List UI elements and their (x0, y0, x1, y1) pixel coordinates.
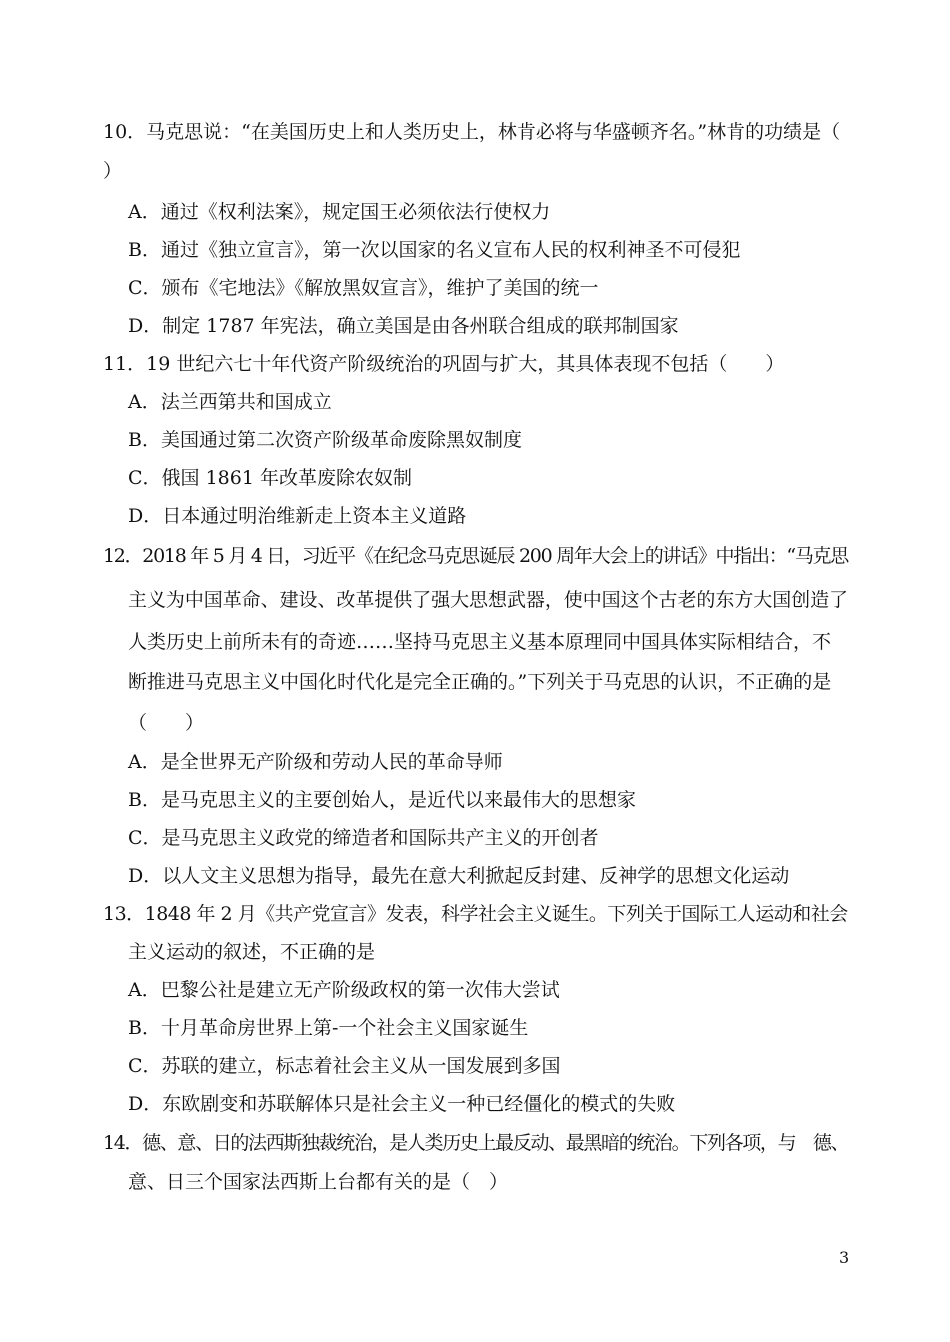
question-12-option-c: C．是马克思主义政党的缔造者和国际共产主义的开创者 (128, 827, 599, 849)
question-11-option-b: B．美国通过第二次资产阶级革命废除黑奴制度 (128, 429, 522, 451)
question-12-stem-line-3: 人类历史上前所未有的奇迹……坚持马克思主义基本原理同中国具体实际相结合，不 (128, 631, 832, 653)
question-10-option-d: D．制定 1787 年宪法，确立美国是由各州联合组成的联邦制国家 (128, 315, 679, 337)
page-number: 3 (839, 1248, 850, 1267)
question-13-option-d: D．东欧剧变和苏联解体只是社会主义一种已经僵化的模式的失败 (128, 1093, 676, 1115)
question-11-option-a: A．法兰西第共和国成立 (128, 391, 332, 413)
question-12-stem-line-4: 断推进马克思主义中国化时代化是完全正确的。”下列关于马克思的认识，不正确的是 (128, 671, 832, 693)
question-10-option-c: C．颁布《宅地法》《解放黑奴宣言》，维护了美国的统一 (128, 277, 599, 299)
question-12-stem-line-1: 12．2018 年 5 月 4 日，习近平《在纪念马克思诞辰 200 周年大会上的讲话》中指出：“马克思 (103, 545, 848, 567)
question-12-stem-line-5: （ ） (128, 712, 205, 734)
question-12-option-a: A．是全世界无产阶级和劳动人民的革命导师 (128, 751, 503, 773)
question-13-stem-line-1: 13．1848 年 2 月《共产党宣言》发表，科学社会主义诞生。下列关于国际工人运动和社会 (103, 903, 848, 925)
question-12-option-b: B．是马克思主义的主要创始人，是近代以来最伟大的思想家 (128, 789, 636, 811)
question-13-stem-line-2: 主义运动的叙述，不正确的是 (128, 941, 376, 963)
question-13-option-b: B．十月革命房世界上第-一个社会主义国家诞生 (128, 1017, 529, 1039)
question-14-stem-line-1: 14．德、意、日的法西斯独裁统治，是人类历史上最反动、最黑暗的统治。下列各项，与 德、 (103, 1132, 849, 1154)
question-10-stem-line-2: ） (103, 160, 123, 182)
question-10-stem-line-1: 10．马克思说：“在美国历史上和人类历史上，林肯必将与华盛顿齐名。”林肯的功绩是（ (103, 121, 841, 143)
question-13-option-a: A．巴黎公社是建立无产阶级政权的第一次伟大尝试 (128, 979, 560, 1001)
question-11-option-c: C．俄国 1861 年改革废除农奴制 (128, 467, 412, 489)
question-13-option-c: C．苏联的建立，标志着社会主义从一国发展到多国 (128, 1055, 561, 1077)
question-12-option-d: D．以人文主义思想为指导，最先在意大利掀起反封建、反神学的思想文化运动 (128, 865, 790, 887)
question-12-stem-line-2: 主义为中国革命、建设、改革提供了强大思想武器，使中国这个古老的东方大国创造了 (128, 589, 849, 611)
question-10-option-b: B．通过《独立宣言》，第一次以国家的名义宣布人民的权利神圣不可侵犯 (128, 239, 741, 261)
question-11-stem-line-1: 11．19 世纪六七十年代资产阶级统治的巩固与扩大，其具体表现不包括（ ） (103, 353, 785, 375)
question-10-option-a: A．通过《权利法案》，规定国王必须依法行使权力 (128, 201, 551, 223)
question-14-stem-line-2: 意、日三个国家法西斯上台都有关的是（ ） (128, 1171, 509, 1193)
question-11-option-d: D．日本通过明治维新走上资本主义道路 (128, 505, 467, 527)
